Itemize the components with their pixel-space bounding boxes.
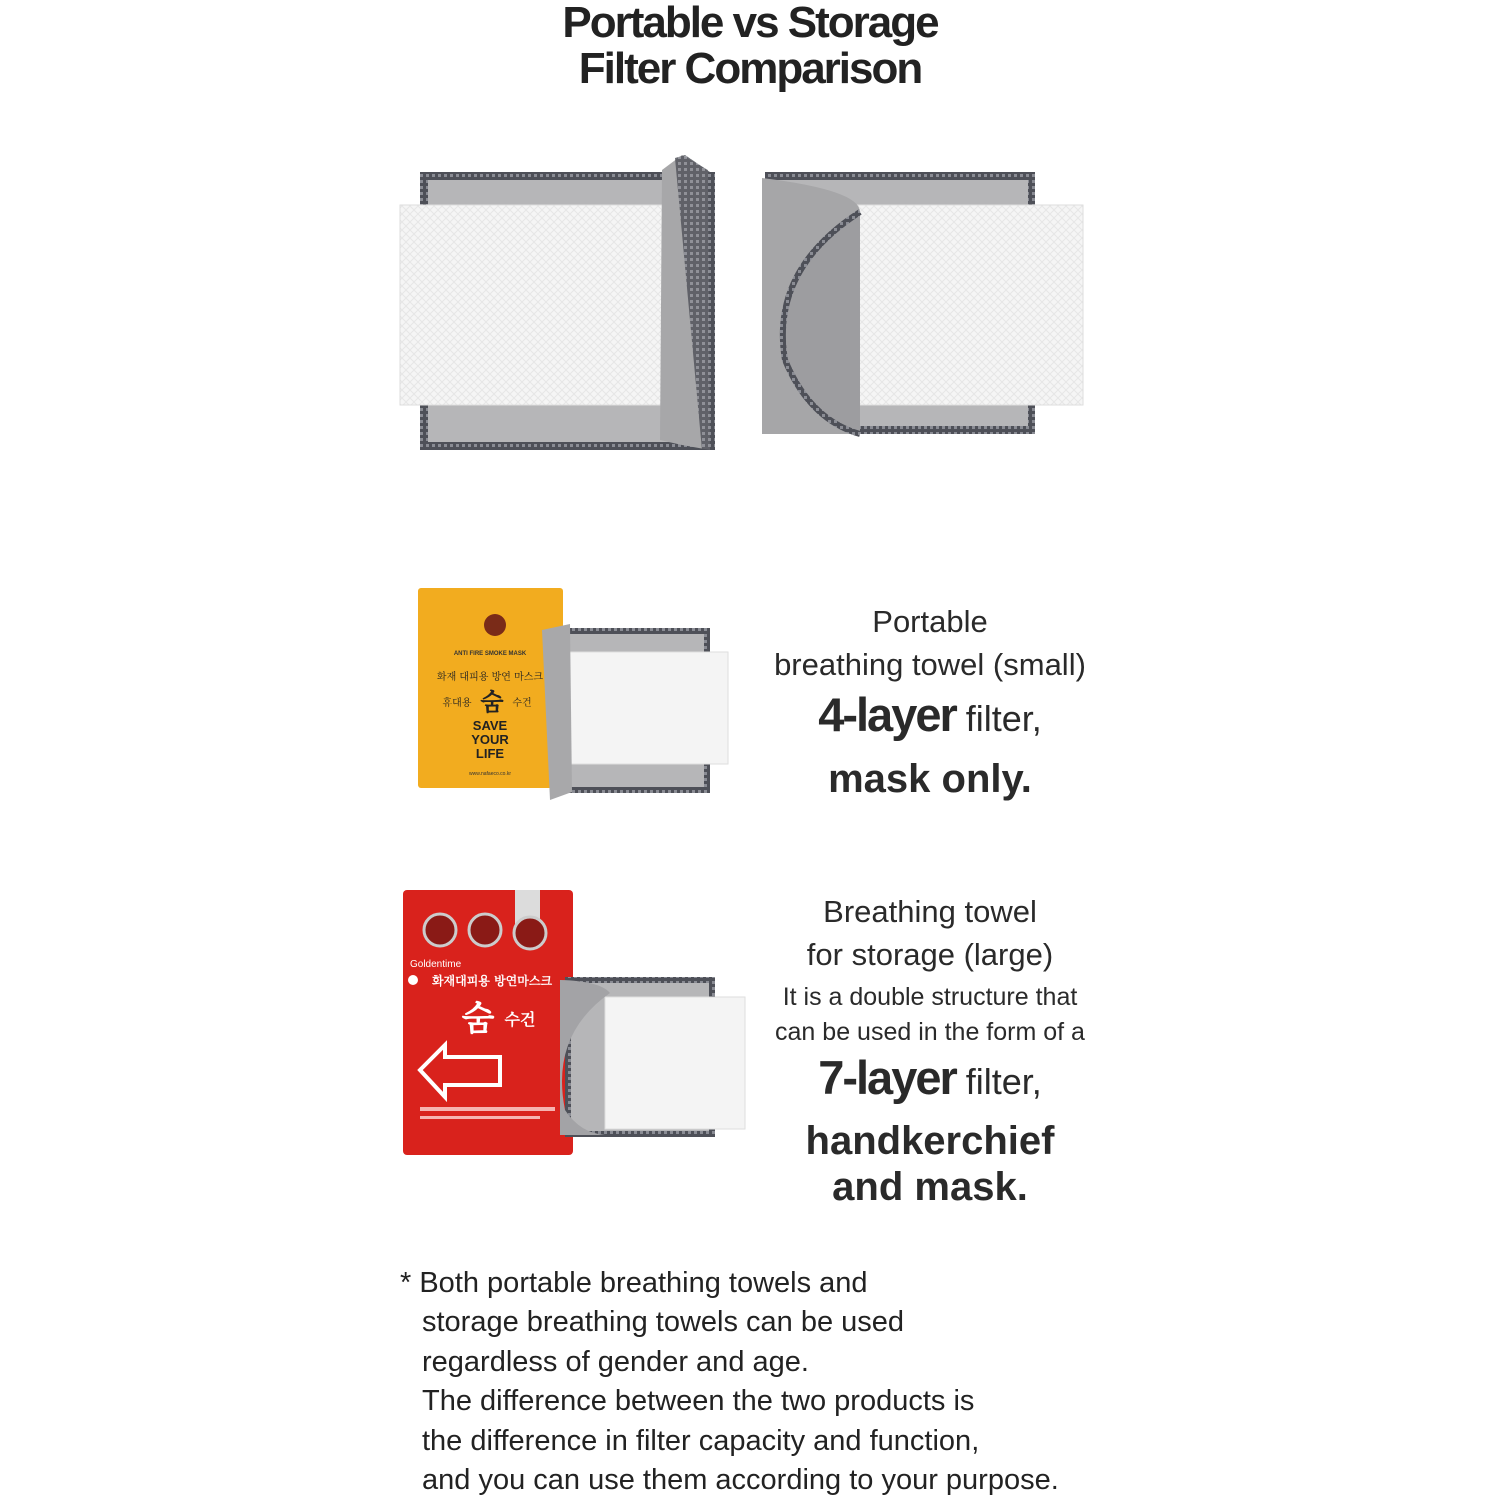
- storage-pack-brand-big: 숨: [461, 999, 495, 1039]
- pack-brand-prefix: 휴대용: [442, 698, 472, 709]
- storage-layer-suffix: filter,: [955, 1061, 1042, 1102]
- storage-product-image: [400, 885, 755, 1160]
- pack-url-text: www.nafaeco.co.kr: [469, 771, 511, 777]
- folded-filter-image: [762, 172, 1083, 434]
- badge-icon-2: [469, 914, 501, 946]
- portable-heading-1: Portable: [872, 604, 988, 639]
- storage-usage-1: handkerchief: [805, 1119, 1055, 1163]
- portable-heading-2: breathing towel (small): [774, 647, 1086, 682]
- footnote: [400, 1264, 1059, 1500]
- storage-detail-2: can be used in the form of a: [775, 1018, 1085, 1046]
- filter-comparison-image: [390, 150, 1110, 460]
- storage-heading-2: for storage (large): [806, 937, 1054, 972]
- footnote-line: * Both portable breathing towels and: [400, 1267, 868, 1299]
- footnote-line: storage breathing towels can be used: [422, 1306, 905, 1339]
- storage-filter-image: [560, 977, 745, 1137]
- page-title: [0, 0, 1500, 92]
- storage-description: [755, 890, 1105, 1210]
- badge-icon-1: [424, 914, 456, 946]
- pack-slogan-1: SAVE: [472, 718, 508, 733]
- portable-layer-suffix: filter,: [955, 698, 1042, 739]
- pack-slogan-3: LIFE: [475, 746, 505, 761]
- footnote-line: and you can use them according to your purpose.: [422, 1464, 1059, 1497]
- plus-icon: [408, 975, 418, 985]
- pack-korean-text: 화재 대피용 방연 마스크: [436, 672, 544, 683]
- portable-layer-line: [755, 686, 1105, 756]
- pack-slogan-2: YOUR: [471, 732, 509, 747]
- storage-pack-korean: 화재대피용 방연마스크: [431, 974, 553, 988]
- pack-badge-text: ANTI FIRE SMOKE MASK: [453, 651, 527, 657]
- portable-description: [755, 600, 1105, 802]
- storage-detail-1: It is a double structure that: [782, 983, 1078, 1011]
- footnote-line: the difference in filter capacity and function,: [422, 1424, 980, 1457]
- pack-brand-suffix: 수건: [512, 698, 532, 709]
- portable-usage: mask only.: [828, 757, 1032, 801]
- title-line-2: Filter Comparison: [578, 44, 922, 93]
- storage-layer-count: 7-layer: [818, 1051, 956, 1104]
- portable-layer-count: 4-layer: [818, 688, 956, 741]
- footnote-line: regardless of gender and age.: [422, 1345, 809, 1378]
- storage-usage-2: and mask.: [832, 1165, 1028, 1209]
- pack-brand-big: 숨: [480, 688, 504, 716]
- footnote-line: The difference between the two products is: [422, 1385, 975, 1418]
- pack-logo-icon: [484, 614, 506, 636]
- storage-pack-brand-suffix: 수건: [504, 1010, 536, 1029]
- storage-heading-1: Breathing towel: [823, 894, 1037, 929]
- badge-icon-3: [514, 917, 546, 949]
- storage-layer-line: [755, 1050, 1105, 1118]
- portable-filter-image: [542, 624, 728, 800]
- flat-filter-image: [400, 155, 715, 450]
- portable-product-image: [410, 580, 730, 805]
- title-line-1: Portable vs Storage: [562, 0, 938, 47]
- pack-brand-text: Goldentime: [410, 959, 462, 970]
